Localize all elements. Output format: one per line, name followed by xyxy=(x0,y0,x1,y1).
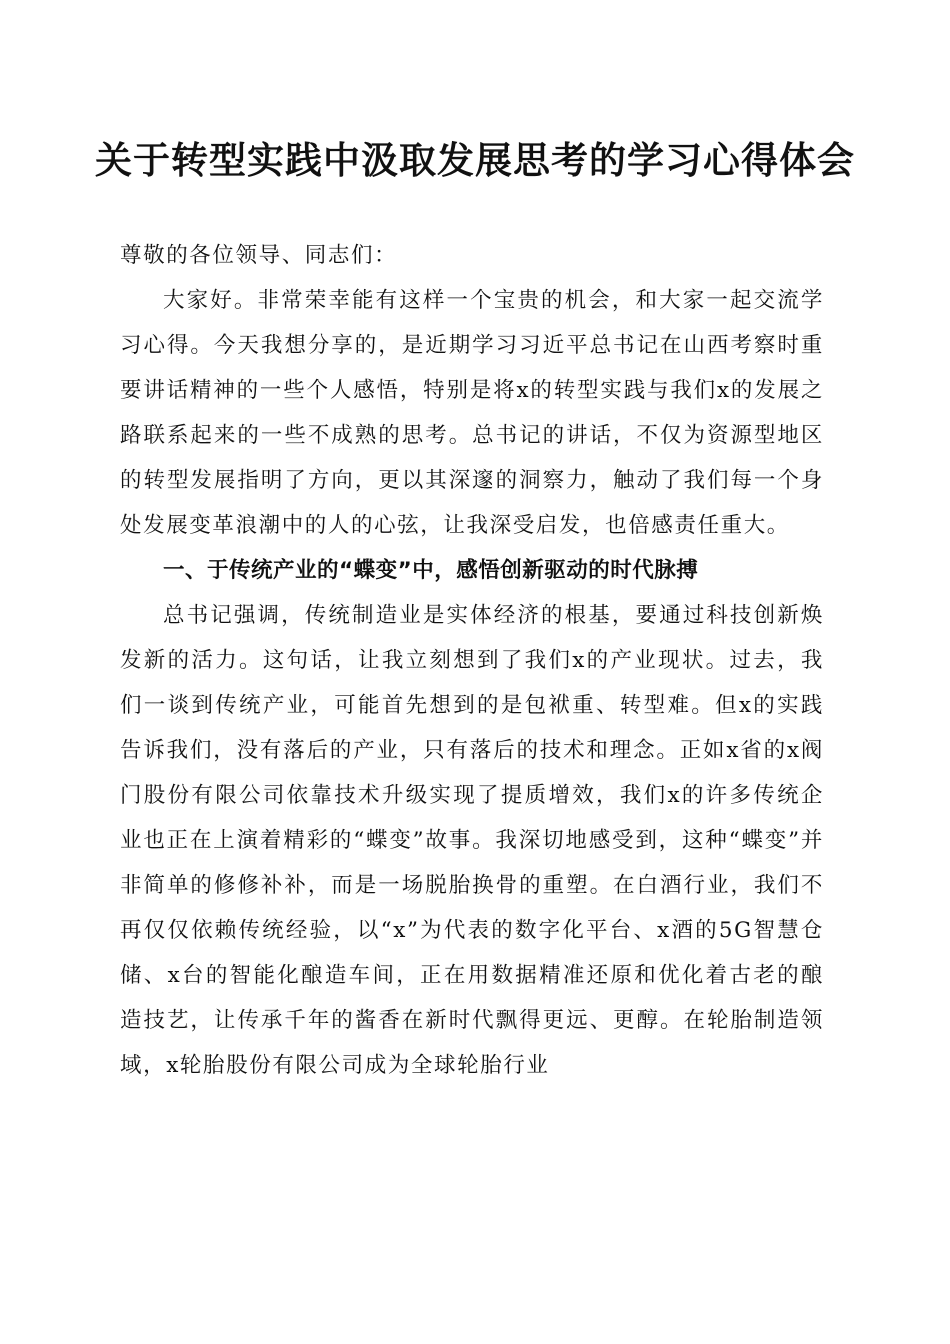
document-body xyxy=(120,233,824,1088)
intro-paragraph: 大家好。非常荣幸能有这样一个宝贵的机会，和大家一起交流学习心得。今天我想分享的，是近期学习习近平总书记在山西考察时重要讲话精神的一些个人感悟，特别是将x的转型实践与我们x的发展之路联系起来的一些不成熟的思考。总书记的讲话，不仅为资源型地区的转型发展指明了方向，更以其深邃的洞察力，触动了我们每一个身处发展变革浪潮中的人的心弦，让我深受启发，也倍感责任重大。 xyxy=(120,288,824,538)
section-paragraph: 总书记强调，传统制造业是实体经济的根基，要通过科技创新焕发新的活力。这句话，让我立刻想到了我们x的产业现状。过去，我们一谈到传统产业，可能首先想到的是包袱重、转型难。但x的实践告诉我们，没有落后的产业，只有落后的技术和理念。正如x省的x阀门股份有限公司依靠技术升级实现了提质增效，我们x的许多传统企业也正在上演着精彩的“蝶变”故事。我深切地感受到，这种“蝶变”并非简单的修修补补，而是一场脱胎换骨的重塑。在白酒行业，我们不再仅仅依赖传统经验，以“x”为代表的数字化平台、x酒的5G智慧仓储、x台的智能化酿造车间，正在用数据精准还原和优化着古老的酿造技艺，让传承千年的酱香在新时代飘得更远、更醇。在轮胎制造领域，x轮胎股份有限公司成为全球轮胎行业 xyxy=(120,603,824,1078)
salutation: 尊敬的各位领导、同志们： xyxy=(120,243,398,268)
document-title: 关于转型实践中汲取发展思考的学习心得体会 xyxy=(95,138,855,182)
section-heading: 一、于传统产业的“蝶变”中，感悟创新驱动的时代脉搏 xyxy=(163,558,699,583)
